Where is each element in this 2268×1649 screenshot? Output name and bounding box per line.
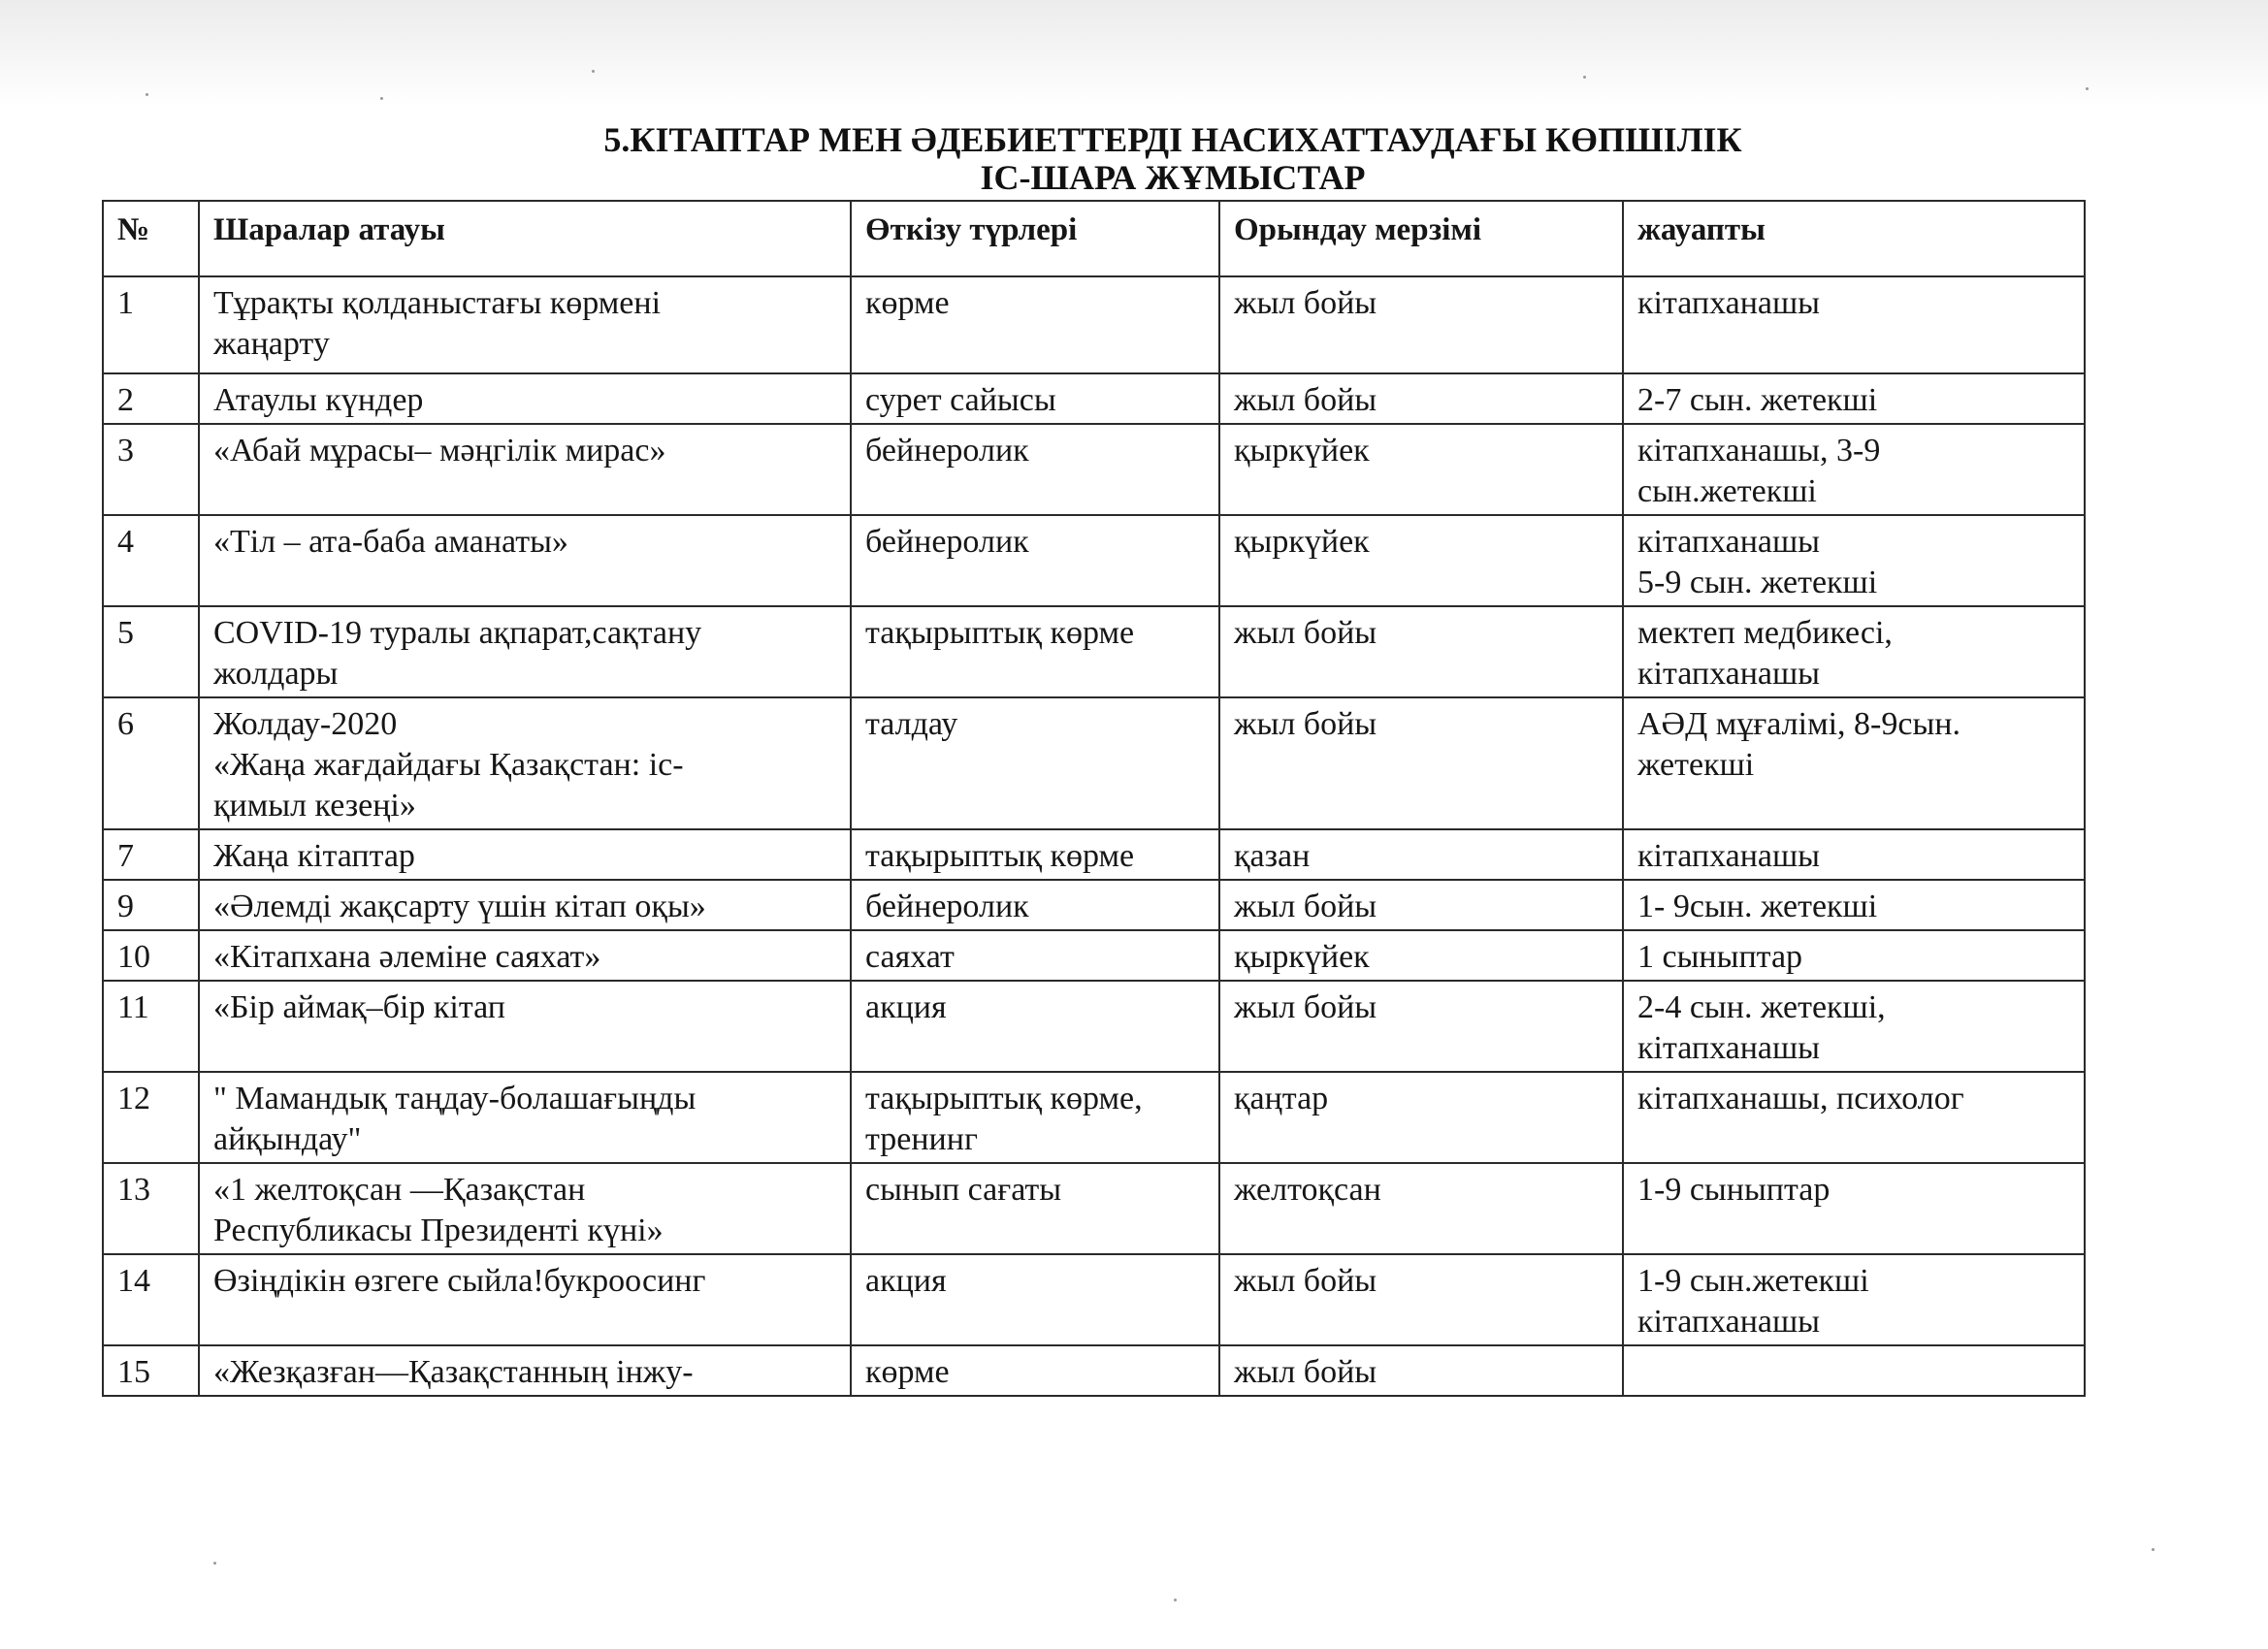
cell-deadline-line: жыл бойы [1234,1354,1377,1390]
cell-deadline [1219,606,1623,697]
cell-event-name-line: айқындау" [213,1121,362,1157]
events-table [102,200,2086,1397]
cell-responsible [1623,606,2085,697]
cell-deadline [1219,1163,1623,1254]
cell-responsible [1623,1072,2085,1163]
cell-deadline-line: жыл бойы [1234,285,1377,321]
cell-event-name [199,1072,851,1163]
cell-event-name-line: «Жезқазған—Қазақстанның інжу- [213,1354,694,1390]
cell-responsible-line: кітапханашы [1637,1304,1821,1340]
cell-responsible-line: кітапханашы [1637,656,1821,692]
cell-format-line: тақырыптық көрме [865,838,1135,874]
table-body [103,276,2085,1396]
cell-responsible-line: сын.жетекші [1637,473,1817,509]
cell-deadline [1219,697,1623,829]
cell-responsible-line: 1-9 сыныптар [1637,1172,1831,1208]
cell-deadline [1219,515,1623,606]
cell-responsible-line: жетекші [1637,747,1755,783]
cell-deadline [1219,1254,1623,1345]
cell-responsible-line: кітапханашы, 3-9 [1637,433,1881,469]
cell-deadline-line: жыл бойы [1234,989,1377,1025]
table-row [103,829,2085,880]
cell-deadline [1219,981,1623,1072]
cell-number: 6 [103,697,199,829]
cell-number: 2 [103,373,199,424]
cell-format-line: көрме [865,1354,950,1390]
cell-number: 3 [103,424,199,515]
cell-deadline-line: жыл бойы [1234,1263,1377,1299]
scan-background [0,0,2268,107]
cell-event-name-line: «Бір аймақ–бір кітап [213,989,505,1025]
cell-deadline-line: қыркүйек [1234,433,1370,469]
cell-deadline-line: жыл бойы [1234,706,1377,742]
cell-deadline-line: қыркүйек [1234,524,1370,560]
cell-responsible-line: 5-9 сын. жетекші [1637,565,1878,600]
cell-event-name [199,930,851,981]
cell-responsible [1623,1163,2085,1254]
cell-deadline [1219,829,1623,880]
cell-format-line: тақырыптық көрме [865,615,1135,651]
cell-format-line: тренинг [865,1121,978,1157]
cell-format [851,1254,1219,1345]
cell-responsible-line: 1 сыныптар [1637,939,1803,975]
table-row [103,1254,2085,1345]
cell-number: 9 [103,880,199,930]
cell-event-name-line: Өзіңдікін өзгеге сыйла!букроосинг [213,1263,706,1299]
scan-speck [592,70,595,73]
cell-number: 12 [103,1072,199,1163]
cell-responsible-line: мектеп медбикесі, [1637,615,1893,651]
cell-event-name-line: «Абай мұрасы– мәңгілік мирас» [213,433,666,469]
cell-responsible-line: АӘД мұғалімі, 8-9сын. [1637,706,1960,742]
cell-event-name-line: «Кітапхана әлеміне саяхат» [213,939,601,975]
cell-deadline [1219,880,1623,930]
cell-responsible [1623,373,2085,424]
table-header-row [103,201,2085,276]
cell-format [851,1345,1219,1396]
cell-number: 11 [103,981,199,1072]
cell-number: 5 [103,606,199,697]
document-title-line2: ІС-ШАРА ЖҰМЫСТАР [980,158,1366,197]
scan-speck [1174,1599,1177,1601]
scan-speck [380,97,383,100]
cell-format-line: саяхат [865,939,955,975]
cell-format-line: бейнеролик [865,524,1029,560]
document-title-line1: 5.КІТАПТАР МЕН ӘДЕБИЕТТЕРДІ НАСИХАТТАУДАҒЫ КӨПШІЛІК [603,120,1742,159]
cell-event-name [199,880,851,930]
cell-deadline-line: желтоқсан [1234,1172,1381,1208]
cell-deadline-line: жыл бойы [1234,615,1377,651]
cell-responsible [1623,880,2085,930]
cell-number: 14 [103,1254,199,1345]
cell-event-name-line: «1 желтоқсан —Қазақстан [213,1172,586,1208]
cell-deadline-line: жыл бойы [1234,382,1377,418]
cell-format-line: тақырыптық көрме, [865,1081,1143,1116]
cell-responsible [1623,1345,2085,1396]
cell-responsible-line: кітапханашы [1637,524,1821,560]
cell-event-name-line: «Әлемді жақсарту үшін кітап оқы» [213,889,706,924]
cell-event-name [199,276,851,373]
header-number: № [103,201,199,276]
header-responsible: жауапты [1623,201,2085,276]
cell-format [851,424,1219,515]
cell-event-name-line: жолдары [213,656,339,692]
scan-speck [2152,1548,2155,1551]
cell-format-line: сурет сайысы [865,382,1056,418]
cell-event-name-line: Жаңа кітаптар [213,838,415,874]
cell-responsible [1623,697,2085,829]
cell-event-name-line: " Мамандық таңдау-болашағыңды [213,1081,697,1116]
cell-number: 13 [103,1163,199,1254]
cell-format [851,1163,1219,1254]
cell-event-name [199,1254,851,1345]
header-deadline: Орындау мерзімі [1219,201,1623,276]
cell-deadline-line: қаңтар [1234,1081,1329,1116]
cell-responsible-line: кітапханашы, психолог [1637,1081,1964,1116]
cell-format-line: талдау [865,706,958,742]
table-row [103,981,2085,1072]
cell-number: 4 [103,515,199,606]
cell-event-name [199,606,851,697]
cell-responsible-line: кітапханашы [1637,838,1821,874]
cell-format [851,373,1219,424]
cell-event-name [199,697,851,829]
cell-responsible-line: 2-4 сын. жетекші, [1637,989,1886,1025]
cell-event-name-line: «Тіл – ата-баба аманаты» [213,524,568,560]
cell-format [851,697,1219,829]
cell-format-line: көрме [865,285,950,321]
scan-speck [146,93,148,96]
table-row [103,373,2085,424]
cell-deadline-line: қазан [1234,838,1311,874]
scan-speck [213,1562,216,1565]
cell-responsible-line: 1-9 сын.жетекші [1637,1263,1869,1299]
cell-event-name-line: жаңарту [213,326,330,362]
cell-number: 7 [103,829,199,880]
cell-event-name [199,515,851,606]
table-row [103,1345,2085,1396]
cell-responsible-line: 1- 9сын. жетекші [1637,889,1878,924]
cell-format [851,515,1219,606]
table-row [103,930,2085,981]
cell-deadline [1219,930,1623,981]
cell-number: 10 [103,930,199,981]
cell-responsible [1623,424,2085,515]
cell-format [851,930,1219,981]
cell-event-name [199,1345,851,1396]
table-row [103,697,2085,829]
table-row [103,880,2085,930]
cell-responsible [1623,930,2085,981]
cell-deadline [1219,276,1623,373]
cell-event-name-line: Жолдау-2020 [213,706,398,742]
cell-responsible-line: кітапханашы [1637,1030,1821,1066]
cell-event-name [199,373,851,424]
table-row [103,424,2085,515]
table-row [103,276,2085,373]
cell-responsible-line: кітапханашы [1637,285,1821,321]
scan-speck [1583,76,1586,79]
cell-event-name-line: «Жаңа жағдайдағы Қазақстан: іс- [213,747,684,783]
cell-format-line: акция [865,989,947,1025]
cell-event-name [199,829,851,880]
cell-event-name-line: Атаулы күндер [213,382,424,418]
cell-deadline [1219,1072,1623,1163]
header-format: Өткізу түрлері [851,201,1219,276]
cell-event-name-line: COVID-19 туралы ақпарат,сақтану [213,615,702,651]
cell-responsible [1623,276,2085,373]
cell-format [851,829,1219,880]
cell-deadline-line: қыркүйек [1234,939,1370,975]
cell-responsible [1623,515,2085,606]
cell-event-name-line: Тұрақты қолданыстағы көрмені [213,285,662,321]
cell-format-line: бейнеролик [865,889,1029,924]
cell-responsible [1623,981,2085,1072]
cell-format-line: сынып сағаты [865,1172,1062,1208]
scan-speck [2086,87,2089,90]
cell-event-name-line: қимыл кезеңі» [213,788,416,824]
cell-event-name [199,1163,851,1254]
cell-event-name [199,981,851,1072]
cell-responsible [1623,829,2085,880]
cell-deadline [1219,1345,1623,1396]
cell-format-line: акция [865,1263,947,1299]
cell-deadline-line: жыл бойы [1234,889,1377,924]
table-row [103,1072,2085,1163]
cell-event-name [199,424,851,515]
table-row [103,1163,2085,1254]
cell-event-name-line: Республикасы Президенті күні» [213,1212,664,1248]
cell-format [851,606,1219,697]
cell-format [851,1072,1219,1163]
cell-responsible [1623,1254,2085,1345]
cell-number: 15 [103,1345,199,1396]
header-event-name: Шаралар атауы [199,201,851,276]
cell-number: 1 [103,276,199,373]
cell-format [851,880,1219,930]
cell-responsible-line: 2-7 сын. жетекші [1637,382,1878,418]
table-row [103,515,2085,606]
cell-format [851,981,1219,1072]
cell-deadline [1219,373,1623,424]
cell-format-line: бейнеролик [865,433,1029,469]
cell-deadline [1219,424,1623,515]
table-row [103,606,2085,697]
cell-format [851,276,1219,373]
